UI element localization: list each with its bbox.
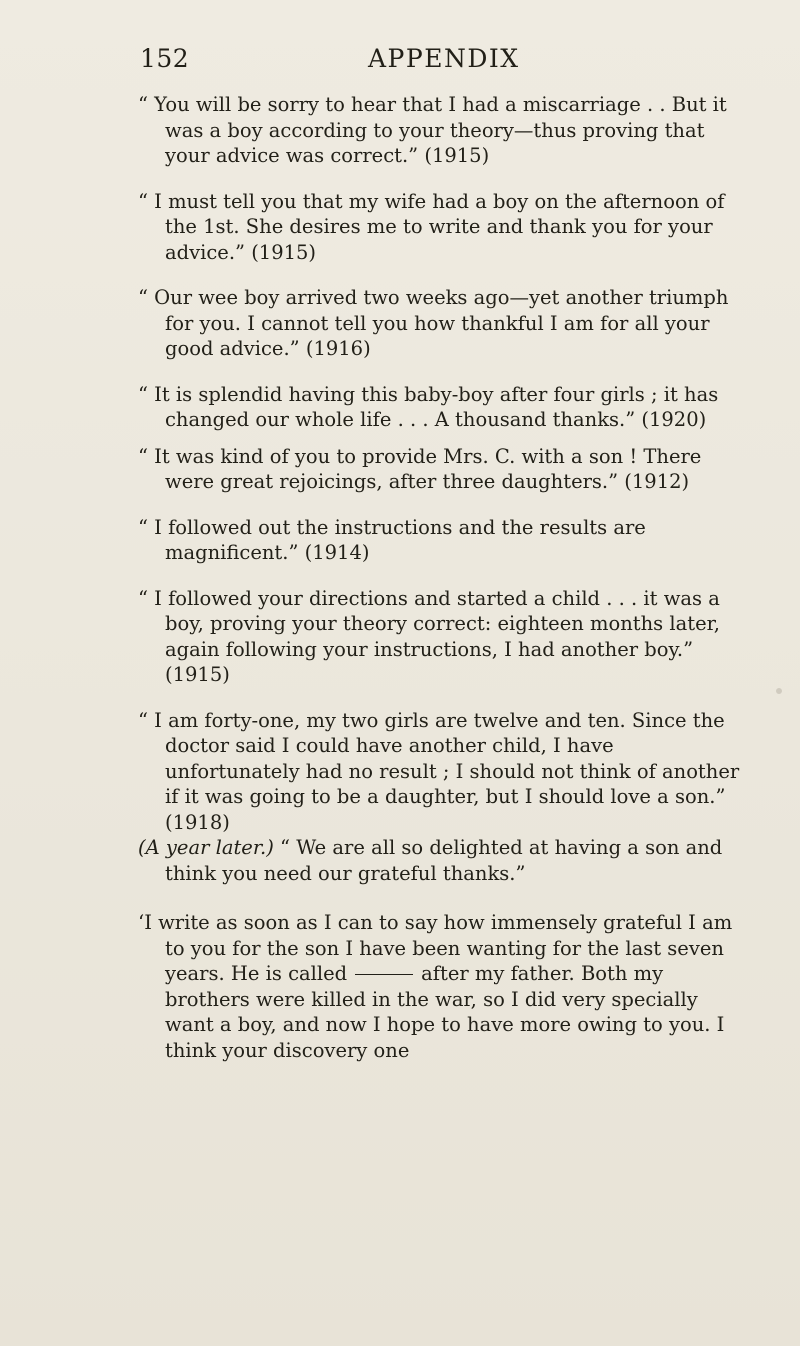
name-redaction-dash <box>355 974 413 975</box>
letter-followup <box>138 835 748 886</box>
letter-text-after-dash: after my father. Both my brothers were killed in the war, so I did very specially want a boy, and now I hope to have more owing to you. I think your discovery one <box>165 962 725 1062</box>
letter-excerpts <box>138 92 748 1083</box>
letter-excerpt: “ Our wee boy arrived two weeks ago—yet another triumph for you. I cannot tell you how thankful I am for all your good advice.” (1916) <box>138 286 729 360</box>
letter-excerpt: “ I followed out the instructions and the results are magnificent.” (1914) <box>138 515 646 564</box>
letter-excerpt: “ You will be sorry to hear that I had a miscarriage . . But it was a boy according to your theory—thus proving that your advice was correct.” (1915) <box>138 93 727 167</box>
page-number: 152 <box>140 44 190 73</box>
followup-aside: (A year later.) <box>138 836 274 859</box>
letter-text: “ I am forty-one, my two girls are twelve and ten. Since the doctor said I could have another child, I have unfortunately had no result ; I should not think of another if it was going to be a daughter, but I should love a son.” (1918) <box>138 708 740 834</box>
letter-excerpt-final <box>138 910 748 1063</box>
paper-smudge <box>776 688 782 694</box>
letter-excerpt: “ I must tell you that my wife had a boy on the afternoon of the 1st. She desires me to write and thank you for your advice.” (1915) <box>138 189 725 264</box>
letter-excerpt: “ I followed your directions and started a child . . . it was a boy, proving your theory correct: eighteen months later, again following your instructions, I had another boy.” (1915) <box>138 586 720 686</box>
page-header: APPENDIX <box>368 44 520 73</box>
running-head <box>140 44 740 80</box>
letter-excerpt: “ It is splendid having this baby-boy after four girls ; it has changed our whole life . . . A thousand thanks.” (1920) <box>138 382 719 431</box>
letter-text-before-dash: ‘I write as soon as I can to say how immensely grateful I am to you for the son I have been wanting for the last seven years. He is called <box>138 911 733 985</box>
letter-excerpt: “ It was kind of you to provide Mrs. C. with a son ! There were great rejoicings, after three daughters.” (1912) <box>138 444 702 493</box>
letter-excerpt-with-followup <box>138 708 748 887</box>
followup-text: “ We are all so delighted at having a son and think you need our grateful thanks.” <box>165 836 723 885</box>
